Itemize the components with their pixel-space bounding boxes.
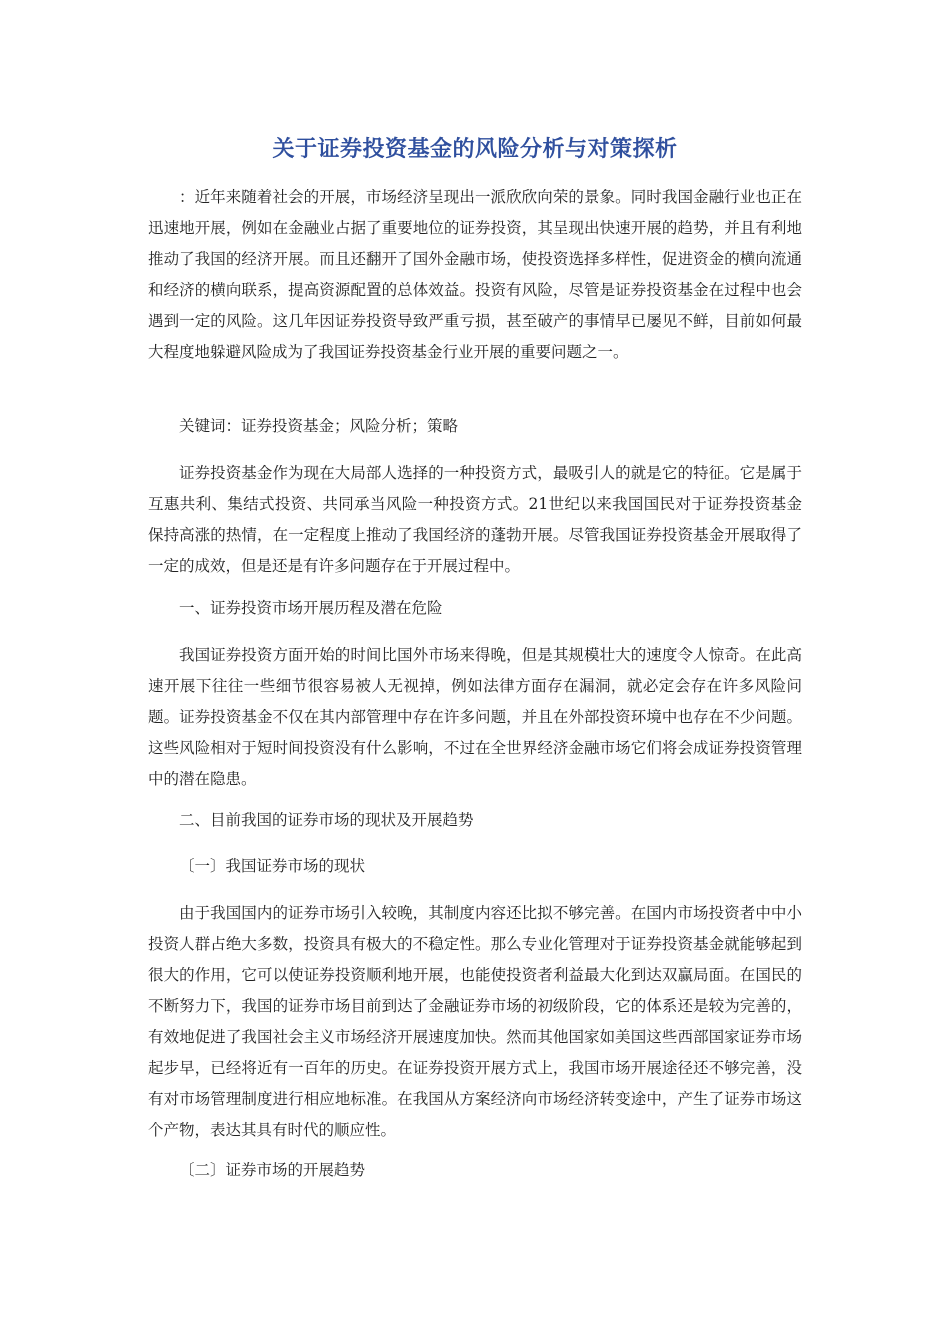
document-title: 关于证券投资基金的风险分析与对策探析: [272, 137, 678, 162]
section2-1-heading: 〔一〕我国证券市场的现状: [179, 857, 366, 875]
section1-heading: 一、证券投资市场开展历程及潜在危险: [179, 599, 443, 617]
intro-paragraph: 证券投资基金作为现在大局部人选择的一种投资方式，最吸引人的就是它的特征。它是属于互惠共利、集结式投资、共同承当风险一种投资方式。21世纪以来我国国民对于证券投资基金保持高涨的热情，在一定程度上推动了我国经济的蓬勃开展。尽管我国证券投资基金开展取得了一定的成效，但是还是有许多问题存在于开展过程中。: [148, 464, 802, 575]
keywords-line: 关键词：证券投资基金；风险分析；策略: [179, 417, 459, 435]
section1-paragraph: 我国证券投资方面开始的时间比国外市场来得晚，但是其规模壮大的速度令人惊奇。在此高速开展下往往一些细节很容易被人无视掉，例如法律方面存在漏洞，就必定会存在许多风险问题。证券投资基金不仅在其内部管理中存在许多问题，并且在外部投资环境中也存在不少问题。这些风险相对于短时间投资没有什么影响，不过在全世界经济金融市场它们将会成证券投资管理中的潜在隐患。: [148, 646, 802, 788]
section2-1-paragraph: 由于我国国内的证券市场引入较晚，其制度内容还比拟不够完善。在国内市场投资者中中小投资人群占绝大多数，投资具有极大的不稳定性。那么专业化管理对于证券投资基金就能够起到很大的作用，它可以使证券投资顺利地开展，也能使投资者利益最大化到达双赢局面。在国民的不断努力下，我国的证券市场目前到达了金融证券市场的初级阶段，它的体系还是较为完善的，有效地促进了我国社会主义市场经济开展速度加快。然而其他国家如美国这些西部国家证券市场起步早，已经将近有一百年的历史。在证券投资开展方式上，我国市场开展途径还不够完善，没有对市场管理制度进行相应地标准。在我国从方案经济向市场经济转变途中，产生了证券市场这个产物，表达其具有时代的顺应性。: [148, 904, 802, 1139]
section2-heading: 二、目前我国的证券市场的现状及开展趋势: [179, 811, 474, 829]
abstract-paragraph: ：近年来随着社会的开展，市场经济呈现出一派欣欣向荣的景象。同时我国金融行业也正在迅速地开展，例如在金融业占据了重要地位的证券投资，其呈现出快速开展的趋势，并且有利地推动了我国的经济开展。而且还翻开了国外金融市场，使投资选择多样性，促进资金的横向流通和经济的横向联系，提高资源配置的总体效益。投资有风险，尽管是证券投资基金在过程中也会遇到一定的风险。这几年因证券投资导致严重亏损，甚至破产的事情早已屡见不鲜，目前如何最大程度地躲避风险成为了我国证券投资基金行业开展的重要问题之一。: [148, 188, 802, 361]
section2-2-heading: 〔二〕证券市场的开展趋势: [179, 1161, 366, 1179]
